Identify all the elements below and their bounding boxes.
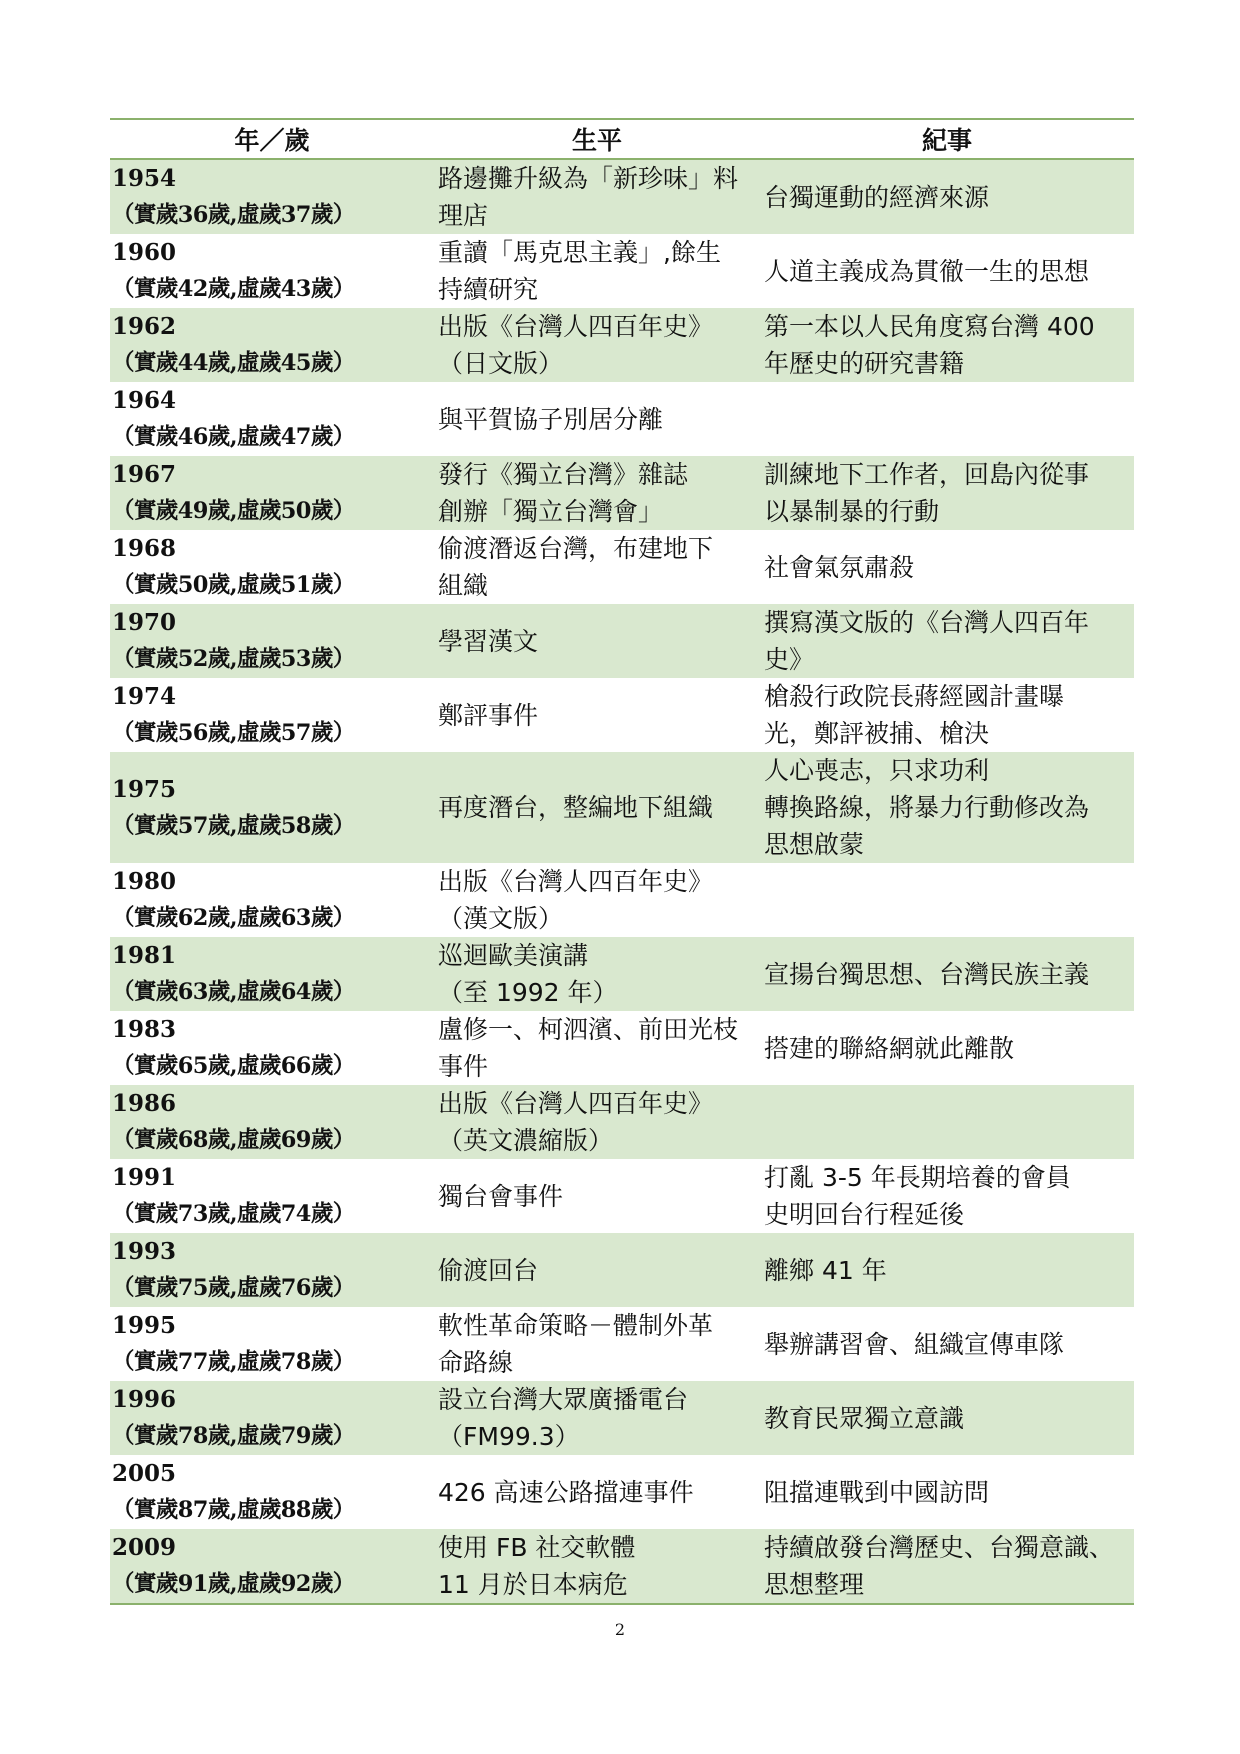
year-age-cell <box>110 937 434 1011</box>
events-line: 打亂 3-5 年長期培養的會員 <box>764 1163 1071 1192</box>
life-line: （FM99.3） <box>438 1422 580 1451</box>
events-cell <box>760 1011 1134 1085</box>
events-cell <box>760 1455 1134 1529</box>
events-line: 宣揚台獨思想、台灣民族主義 <box>764 959 1090 989</box>
year-text: 2005 <box>112 1460 177 1487</box>
life-cell <box>434 937 760 1011</box>
events-line: 離鄉 41 年 <box>764 1255 887 1285</box>
life-cell <box>434 863 760 937</box>
age-text: （實歲62歲,虛歲63歲） <box>112 905 355 931</box>
events-cell <box>760 1159 1134 1233</box>
life-line: 出版《台灣人四百年史》 <box>438 867 714 896</box>
events-cell <box>760 604 1134 678</box>
year-age-cell <box>110 308 434 382</box>
year-age-cell <box>110 1159 434 1233</box>
life-cell <box>434 530 760 604</box>
year-age-cell <box>110 1381 434 1455</box>
life-line: 426 高速公路擋連事件 <box>438 1477 694 1507</box>
life-line: 組織 <box>438 571 489 600</box>
table-row <box>110 159 1134 234</box>
table-row <box>110 1159 1134 1233</box>
year-text: 1960 <box>112 239 177 266</box>
year-text: 1995 <box>112 1312 177 1339</box>
events-line: 訓練地下工作者，回島內從事 <box>764 460 1090 489</box>
life-cell <box>434 1307 760 1381</box>
age-text: （實歲57歲,虛歲58歲） <box>112 812 355 839</box>
life-line: 11 月於日本病危 <box>438 1570 628 1599</box>
table-row <box>110 863 1134 937</box>
year-age-cell <box>110 530 434 604</box>
events-line: 思想整理 <box>764 1570 865 1599</box>
header-life: 生平 <box>434 119 760 159</box>
table-row <box>110 678 1134 752</box>
events-line: 搭建的聯絡網就此離散 <box>764 1033 1015 1063</box>
table-row <box>110 752 1134 863</box>
table-row <box>110 604 1134 678</box>
table-row <box>110 1085 1134 1159</box>
table-row <box>110 1307 1134 1381</box>
age-text: （實歲63歲,虛歲64歲） <box>112 979 355 1005</box>
year-text: 1993 <box>112 1238 177 1265</box>
life-line: （英文濃縮版） <box>438 1126 614 1155</box>
age-text: （實歲36歲,虛歲37歲） <box>112 202 355 228</box>
age-text: （實歲87歲,虛歲88歲） <box>112 1497 355 1523</box>
life-line: 重讀「馬克思主義」,餘生 <box>438 238 721 267</box>
events-line: 教育民眾獨立意識 <box>764 1403 965 1433</box>
events-line: 史明回台行程延後 <box>764 1200 965 1229</box>
life-line: 發行《獨立台灣》雜誌 <box>438 460 689 489</box>
year-text: 1996 <box>112 1386 177 1413</box>
life-cell <box>434 1233 760 1307</box>
year-age-cell <box>110 678 434 752</box>
life-line: 巡迴歐美演講 <box>438 941 589 970</box>
events-line: 槍殺行政院長蔣經國計畫曝 <box>764 682 1065 711</box>
age-text: （實歲91歲,虛歲92歲） <box>112 1571 355 1597</box>
year-text: 1968 <box>112 535 177 562</box>
events-cell <box>760 678 1134 752</box>
year-age-cell <box>110 1529 434 1604</box>
table-row <box>110 456 1134 530</box>
header-events: 紀事 <box>760 119 1134 159</box>
events-cell <box>760 1307 1134 1381</box>
year-text: 1975 <box>112 775 177 803</box>
life-line: （漢文版） <box>438 904 564 933</box>
year-text: 1954 <box>112 165 177 192</box>
events-line: 光，鄭評被捕、槍決 <box>764 719 990 748</box>
year-text: 1974 <box>112 683 177 710</box>
age-text: （實歲75歲,虛歲76歲） <box>112 1275 355 1301</box>
events-cell <box>760 530 1134 604</box>
life-cell <box>434 678 760 752</box>
year-age-cell <box>110 1307 434 1381</box>
table-body <box>110 159 1134 1604</box>
life-cell <box>434 1011 760 1085</box>
life-line: 偷渡回台 <box>438 1255 539 1285</box>
life-cell <box>434 382 760 456</box>
events-line: 舉辦講習會、組織宣傳車隊 <box>764 1329 1065 1359</box>
events-line: 年歷史的研究書籍 <box>764 349 965 378</box>
year-text: 1980 <box>112 868 177 895</box>
events-line: 台獨運動的經濟來源 <box>764 182 990 212</box>
life-line: 理店 <box>438 201 489 230</box>
table-row <box>110 1233 1134 1307</box>
life-line: 獨台會事件 <box>438 1181 564 1211</box>
life-line: 命路線 <box>438 1348 514 1377</box>
year-age-cell <box>110 159 434 234</box>
year-age-cell <box>110 234 434 308</box>
age-text: （實歲50歲,虛歲51歲） <box>112 572 355 598</box>
events-line: 撰寫漢文版的《台灣人四百年 <box>764 608 1090 637</box>
life-line: 與平賀協子別居分離 <box>438 404 664 434</box>
age-text: （實歲73歲,虛歲74歲） <box>112 1201 355 1227</box>
age-text: （實歲52歲,虛歲53歲） <box>112 646 355 672</box>
timeline-table <box>110 118 1134 1605</box>
life-line: 再度潛台，整編地下組織 <box>438 793 714 822</box>
life-line: 出版《台灣人四百年史》 <box>438 312 714 341</box>
events-line: 人心喪志，只求功利 <box>764 756 990 785</box>
age-text: （實歲49歲,虛歲50歲） <box>112 498 355 524</box>
age-text: （實歲44歲,虛歲45歲） <box>112 350 355 376</box>
life-cell <box>434 1085 760 1159</box>
life-cell <box>434 159 760 234</box>
year-text: 1967 <box>112 461 177 488</box>
table-row <box>110 937 1134 1011</box>
year-age-cell <box>110 1011 434 1085</box>
life-line: 設立台灣大眾廣播電台 <box>438 1385 689 1414</box>
events-cell <box>760 1529 1134 1604</box>
age-text: （實歲77歲,虛歲78歲） <box>112 1349 355 1375</box>
year-age-cell <box>110 1085 434 1159</box>
life-line: 盧修一、柯泗濱、前田光枝 <box>438 1015 739 1044</box>
events-line: 持續啟發台灣歷史、台獨意識、 <box>764 1533 1115 1562</box>
life-line: 事件 <box>438 1052 489 1081</box>
year-age-cell <box>110 752 434 863</box>
year-text: 1970 <box>112 609 177 636</box>
year-text: 1991 <box>112 1164 177 1191</box>
events-cell <box>760 863 1134 937</box>
events-cell <box>760 382 1134 456</box>
life-line: 鄭評事件 <box>438 700 539 730</box>
events-cell <box>760 456 1134 530</box>
events-line: 第一本以人民角度寫台灣 400 <box>764 312 1095 341</box>
age-text: （實歲46歲,虛歲47歲） <box>112 424 355 450</box>
table-row <box>110 308 1134 382</box>
year-text: 1981 <box>112 942 177 969</box>
events-line: 人道主義成為貫徹一生的思想 <box>764 256 1090 286</box>
header-year-age: 年／歲 <box>110 119 434 159</box>
age-text: （實歲78歲,虛歲79歲） <box>112 1423 355 1449</box>
events-cell <box>760 1085 1134 1159</box>
events-cell <box>760 752 1134 863</box>
table-row <box>110 1381 1134 1455</box>
life-cell <box>434 1529 760 1604</box>
age-text: （實歲56歲,虛歲57歲） <box>112 720 355 746</box>
events-line: 以暴制暴的行動 <box>764 497 940 526</box>
year-text: 1986 <box>112 1090 177 1117</box>
life-line: （日文版） <box>438 349 564 378</box>
year-age-cell <box>110 456 434 530</box>
life-line: 學習漢文 <box>438 626 539 656</box>
life-cell <box>434 456 760 530</box>
year-age-cell <box>110 1233 434 1307</box>
events-line: 思想啟蒙 <box>764 830 865 859</box>
age-text: （實歲42歲,虛歲43歲） <box>112 276 355 302</box>
life-line: 使用 FB 社交軟體 <box>438 1533 636 1562</box>
events-line: 轉換路線，將暴力行動修改為 <box>764 793 1090 822</box>
age-text: （實歲68歲,虛歲69歲） <box>112 1127 355 1153</box>
life-cell <box>434 604 760 678</box>
events-line: 阻擋連戰到中國訪問 <box>764 1477 990 1507</box>
life-line: 路邊攤升級為「新珍味」料 <box>438 164 739 193</box>
events-cell <box>760 308 1134 382</box>
life-line: 創辦「獨立台灣會」 <box>438 497 664 526</box>
events-cell <box>760 159 1134 234</box>
events-line: 社會氣氛肅殺 <box>764 552 915 582</box>
table-row <box>110 1011 1134 1085</box>
life-cell <box>434 752 760 863</box>
year-text: 1983 <box>112 1016 177 1043</box>
year-text: 2009 <box>112 1534 177 1561</box>
year-text: 1962 <box>112 313 177 340</box>
life-line: 偷渡潛返台灣，布建地下 <box>438 534 714 563</box>
table-row <box>110 1529 1134 1604</box>
life-line: 軟性革命策略－體制外革 <box>438 1311 714 1340</box>
page-number: 2 <box>614 1620 626 1639</box>
year-age-cell <box>110 1455 434 1529</box>
age-text: （實歲65歲,虛歲66歲） <box>112 1053 355 1079</box>
table-row <box>110 530 1134 604</box>
life-line: （至 1992 年） <box>438 978 618 1007</box>
table-row <box>110 234 1134 308</box>
life-cell <box>434 1455 760 1529</box>
life-cell <box>434 1381 760 1455</box>
events-cell <box>760 1381 1134 1455</box>
year-age-cell <box>110 863 434 937</box>
events-cell <box>760 1233 1134 1307</box>
events-cell <box>760 937 1134 1011</box>
life-line: 持續研究 <box>438 275 539 304</box>
year-age-cell <box>110 604 434 678</box>
table-row <box>110 1455 1134 1529</box>
year-age-cell <box>110 382 434 456</box>
events-line: 史》 <box>764 645 815 674</box>
year-text: 1964 <box>112 387 177 414</box>
life-cell <box>434 1159 760 1233</box>
table-row <box>110 382 1134 456</box>
life-line: 出版《台灣人四百年史》 <box>438 1089 714 1118</box>
life-cell <box>434 234 760 308</box>
header-row <box>110 119 1134 159</box>
life-cell <box>434 308 760 382</box>
events-cell <box>760 234 1134 308</box>
